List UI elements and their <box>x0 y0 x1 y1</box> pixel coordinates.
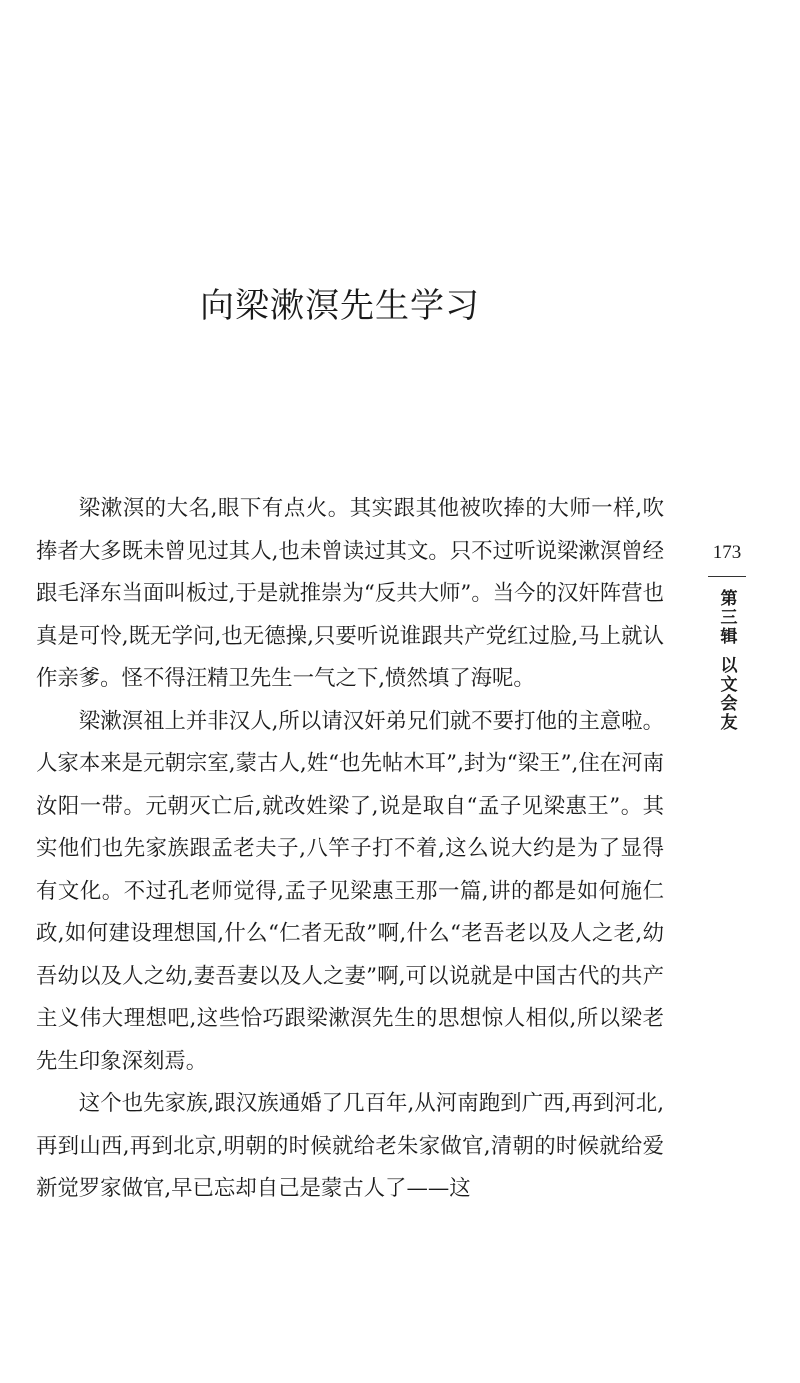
paragraph-1: 梁漱溟的大名,眼下有点火。其实跟其他被吹捧的大师一样,吹捧者大多既未曾见过其人,也未曾读过其文。只不过听说梁漱溟曾经跟毛泽东当面叫板过,于是就推崇为“反共大师”。当今的汉奸阵营也真是可怜,既无学问,也无德操,只要听说谁跟共产党红过脸,马上就认作亲爹。怪不得汪精卫先生一气之下,愤然填了海呢。 <box>36 496 664 691</box>
paragraph-3: 这个也先家族,跟汉族通婚了几百年,从河南跑到广西,再到河北,再到山西,再到北京,明朝的时候就给老朱家做官,清朝的时候就给爱新觉罗家做官,早已忘却自己是蒙古人了——这 <box>36 1091 664 1201</box>
paragraph-2: 梁漱溟祖上并非汉人,所以请汉奸弟兄们就不要打他的主意啦。人家本来是元朝宗室,蒙古人,姓“也先帖木耳”,封为“梁王”,住在河南汝阳一带。元朝灭亡后,就改姓梁了,说是取自“孟子见梁惠王”。其实他们也先家族跟孟老夫子,八竿子打不着,这么说大约是为了显得有文化。不过孔老师觉得,孟子见梁惠王那一篇,讲的都是如何施仁政,如何建设理想国,什么“仁者无敌”啊,什么“老吾老以及人之老,幼吾幼以及人之幼,妻吾妻以及人之妻”啊,可以说就是中国古代的共产主义伟大理想吧,这些恰巧跟梁漱溟先生的思想惊人相似,所以梁老先生印象深刻焉。 <box>36 708 664 1074</box>
section-title: 以文会友 <box>716 656 737 732</box>
margin-divider <box>708 576 746 577</box>
article-title: 向梁漱溟先生学习 <box>200 286 480 326</box>
article-body <box>36 488 664 1211</box>
margin-header <box>707 540 747 732</box>
page-number: 173 <box>712 542 742 563</box>
section-label: 第三辑 <box>716 589 737 646</box>
